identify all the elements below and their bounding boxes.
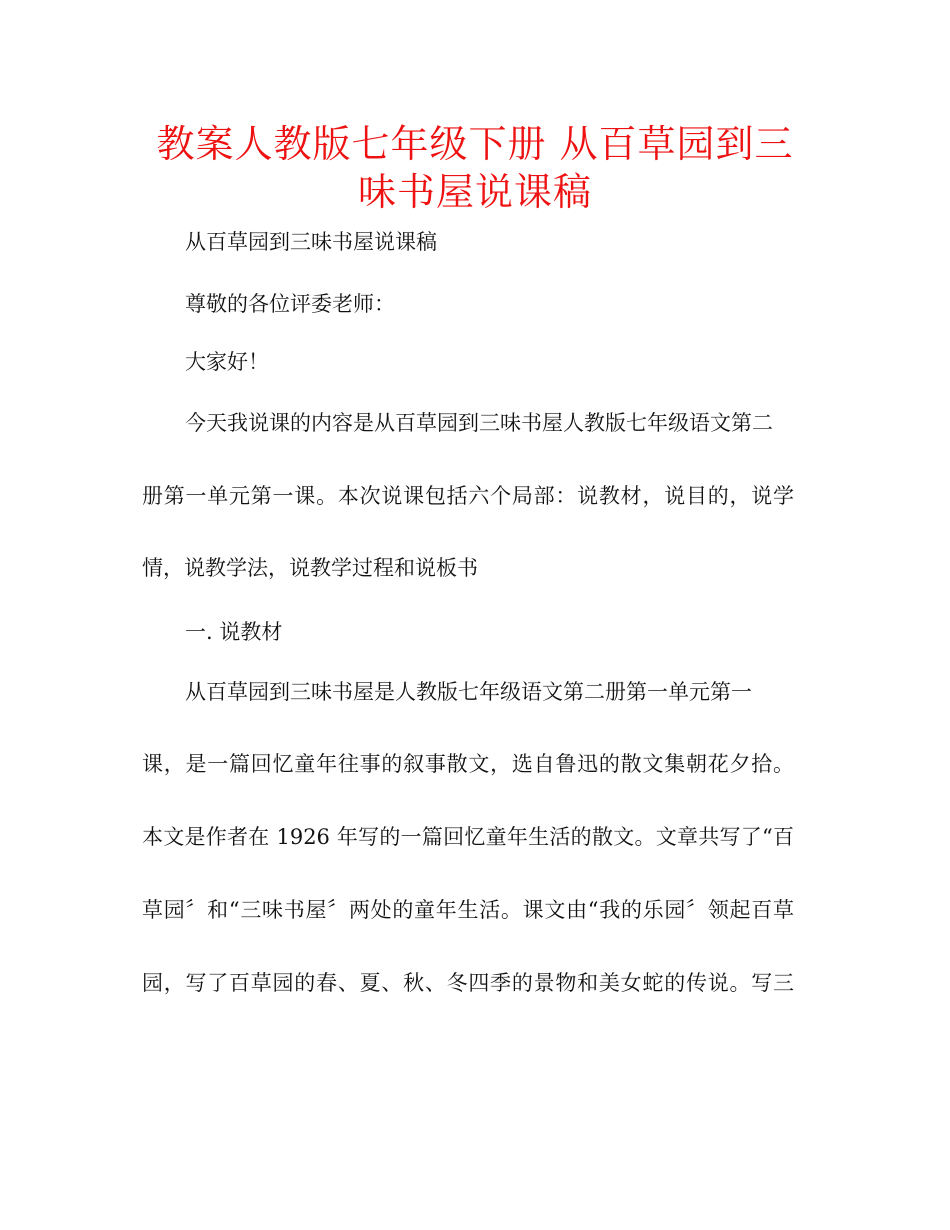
paragraph-line: 草园〞和“三味书屋〞两处的童年生活。课文由“我的乐园〞领起百草 <box>142 898 794 922</box>
paragraph-line: 大家好！ <box>185 350 269 374</box>
paragraph-line: 从百草园到三味书屋是人教版七年级语文第二册第一单元第一 <box>185 680 752 704</box>
paragraph-line: 从百草园到三味书屋说课稿 <box>185 230 437 254</box>
paragraph-line: 今天我说课的内容是从百草园到三味书屋人教版七年级语文第二 <box>185 411 773 435</box>
paragraph-line: 课，是一篇回忆童年往事的叙事散文，选自鲁迅的散文集朝花夕拾。 <box>142 752 794 776</box>
section-heading: 一. 说教材 <box>185 620 283 644</box>
paragraph-line: 尊敬的各位评委老师： <box>185 292 395 316</box>
document-title: 教案人教版七年级下册 从百草园到三味书屋说课稿 <box>156 122 794 214</box>
paragraph-line: 园，写了百草园的春、夏、秋、冬四季的景物和美女蛇的传说。写三 <box>142 971 794 995</box>
paragraph-line: 册第一单元第一课。本次说课包括六个局部：说教材，说目的，说学 <box>142 484 794 508</box>
paragraph-line: 情，说教学法，说教学过程和说板书 <box>142 556 478 580</box>
paragraph-line: 本文是作者在 1926 年写的一篇回忆童年生活的散文。文章共写了“百 <box>142 825 794 849</box>
